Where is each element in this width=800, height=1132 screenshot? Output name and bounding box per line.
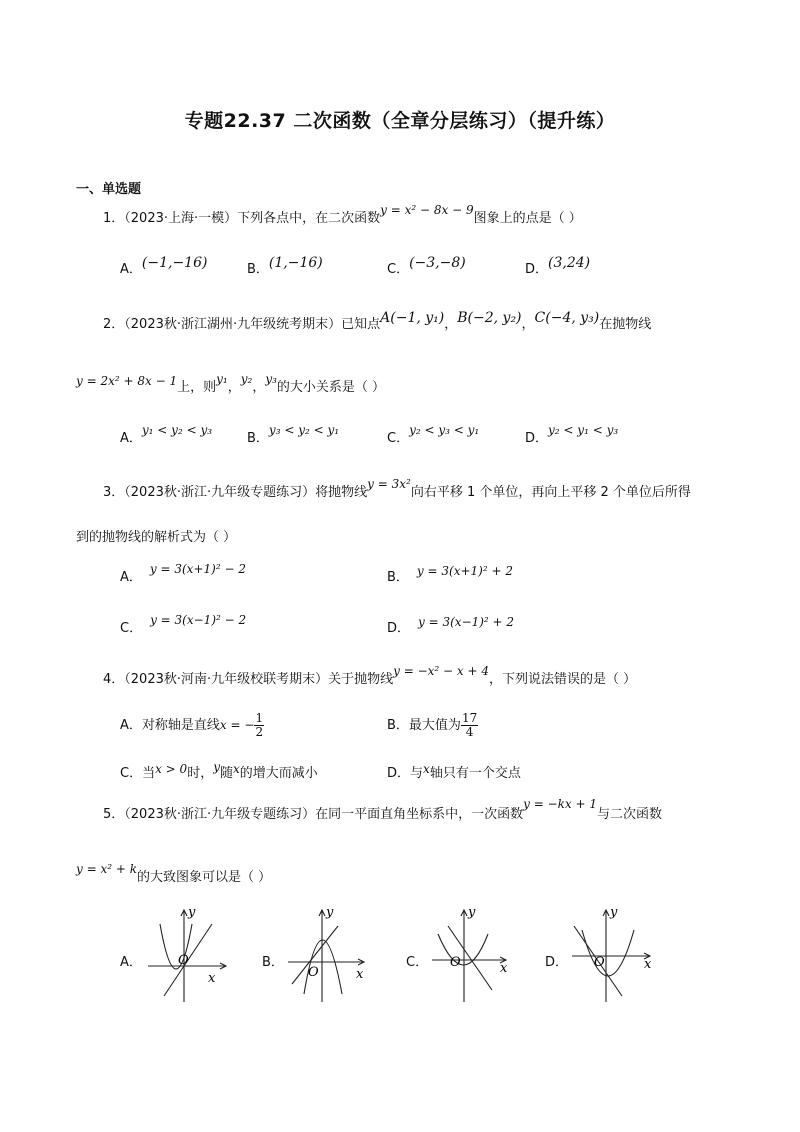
origin-label: O: [450, 955, 461, 970]
q1-option-c: C．(−3,−8): [387, 255, 466, 277]
question-number: 1．: [103, 211, 125, 226]
q2-option-b: B．y₃ < y₂ < y₁: [247, 423, 340, 446]
question-4: [103, 664, 637, 687]
origin-label: O: [594, 955, 605, 970]
q2-option-a: A．y₁ < y₂ < y₃: [120, 423, 213, 446]
q3-option-d: D． y = 3(x−1)² + 2: [387, 615, 515, 636]
q4-option-c: C．当x > 0时，y随x的增大而减小: [120, 760, 318, 781]
formula: y = x² + k: [76, 862, 137, 876]
question-text: ，下列说法错误的是（ ）: [489, 672, 637, 687]
axis-y-label: y: [188, 905, 196, 920]
q1-option-a: A．(−1,−16): [120, 255, 208, 277]
formula: y = x² − 8x − 9: [380, 203, 474, 217]
q5-graph-a: [146, 904, 236, 1004]
q1-option-d: D．(3,24): [525, 255, 591, 277]
page-title: 专题22.37 二次函数（全章分层练习）（提升练）: [184, 110, 616, 132]
formula: y = −kx + 1: [523, 797, 598, 811]
question-text: （2023秋·浙江·九年级专题练习）将抛物线: [124, 485, 368, 500]
formula: y = −x² − x + 4: [393, 664, 490, 678]
question-text: （2023秋·河南·九年级校联考期末）关于抛物线: [124, 672, 394, 687]
question-3-line-2: 到的抛物线的解析式为（ ）: [76, 530, 237, 545]
axis-y-label: y: [326, 905, 334, 920]
point-b: B(−2, y₂): [457, 310, 522, 326]
q4-option-d: D．与x轴只有一个交点: [387, 762, 521, 781]
question-text: （2023秋·浙江·九年级专题练习）在同一平面直角坐标系中，一次函数: [124, 807, 524, 822]
q5-graph-b: [286, 904, 376, 1004]
question-1: [103, 203, 582, 226]
q5-option-a-label: A．: [120, 955, 142, 970]
question-text: 图象上的点是（ ）: [473, 211, 582, 226]
q5-graph-c: [430, 904, 520, 1004]
question-number: 2．: [103, 317, 125, 332]
q2-option-d: D．y₂ < y₁ < y₃: [525, 423, 619, 446]
question-text: （2023秋·浙江湖州·九年级统考期末）已知点: [124, 317, 381, 332]
q3-option-b: B． y = 3(x+1)² + 2: [387, 564, 513, 585]
axis-x-label: x: [208, 971, 216, 986]
question-number: 4．: [103, 672, 125, 687]
axis-y-label: y: [610, 905, 618, 920]
question-2-line-2: y = 2x² + 8x − 1上，则y₁，y₂，y₃的大小关系是（ ）: [76, 372, 386, 395]
section-heading: 一、单选题: [76, 182, 142, 197]
q5-option-b-label: B．: [262, 955, 284, 970]
question-3: [103, 477, 691, 500]
question-text: 与二次函数: [597, 807, 663, 822]
point-a: A(−1, y₁): [380, 310, 445, 326]
q1-option-b: B．(1,−16): [247, 255, 323, 277]
axis-y-label: y: [468, 905, 476, 920]
q5-option-c-label: C．: [406, 955, 429, 970]
axis-x-label: x: [500, 961, 508, 976]
fraction: $\frac{17}{4}$: [461, 711, 478, 740]
question-number: 3．: [103, 485, 125, 500]
q3-option-a: A．y = 3(x+1)² − 2: [120, 562, 246, 585]
formula: y = 2x² + 8x − 1: [76, 374, 178, 388]
fraction: $\frac{1}{2}$: [255, 711, 264, 740]
question-2: 2．（2023秋·浙江湖州·九年级统考期末）已知点A(−1, y₁)，B(−2, y₂)，C(−4, y₃)在抛物线: [103, 310, 652, 332]
formula: y = 3x²: [367, 477, 411, 491]
point-c: C(−4, y₃): [534, 310, 600, 326]
q2-option-c: C．y₂ < y₃ < y₁: [387, 423, 480, 446]
axis-x-label: x: [356, 967, 364, 982]
question-5: [103, 797, 663, 822]
q5-graph-d: [570, 904, 660, 1004]
question-text: （2023·上海·一模）下列各点中，在二次函数: [124, 211, 381, 226]
origin-label: O: [178, 953, 189, 968]
question-text: 在抛物线: [599, 317, 652, 332]
q3-option-c: C．y = 3(x−1)² − 2: [120, 613, 247, 636]
question-number: 5．: [103, 807, 125, 822]
axis-x-label: x: [644, 957, 652, 972]
q5-option-d-label: D．: [545, 955, 569, 970]
question-5-line-2: y = x² + k的大致图象可以是（ ）: [76, 862, 272, 885]
q4-option-a: A．对称轴是直线x = − $\frac{1}{2}$: [120, 711, 264, 740]
origin-label: O: [308, 965, 319, 980]
question-text: 向右平移 1 个单位，再向上平移 2 个单位后所得: [410, 485, 691, 500]
q4-option-b: B．最大值为 $\frac{17}{4}$: [387, 711, 478, 740]
